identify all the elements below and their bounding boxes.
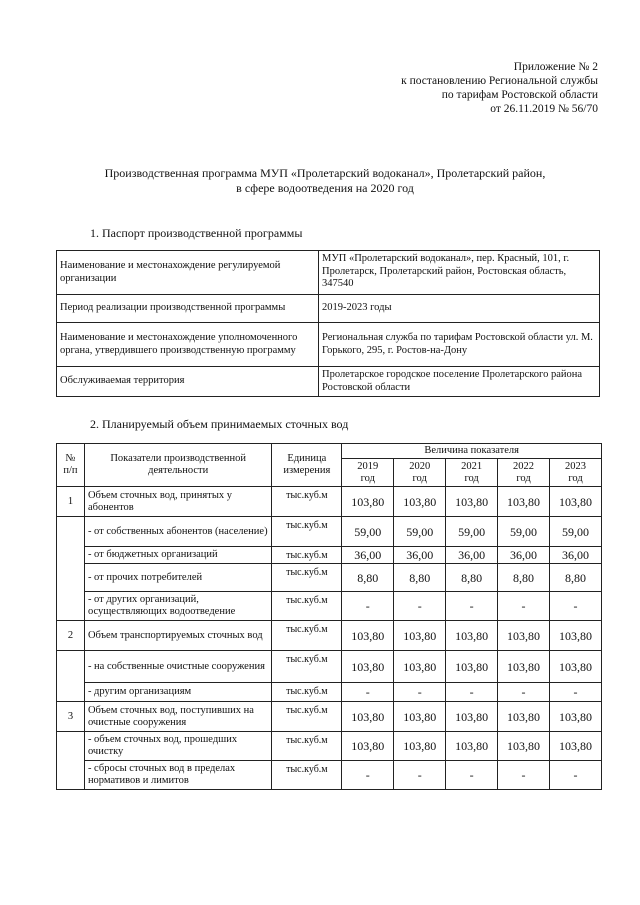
- passport-value: Пролетарское городское поселение Пролетарского района Ростовской области: [319, 367, 600, 397]
- row-value: 103,80: [342, 732, 394, 761]
- row-name: Объем сточных вод, поступивших на очистные сооружения: [84, 702, 271, 732]
- year-label: 2021: [461, 460, 483, 472]
- title-line-2: в сфере водоотведения на 2020 год: [236, 181, 414, 195]
- header-num: № п/п: [57, 444, 85, 487]
- row-value: 59,00: [550, 517, 602, 547]
- year-header: [446, 459, 498, 487]
- year-label: 2020: [409, 460, 431, 472]
- table-row: [57, 761, 602, 790]
- table-row: [57, 621, 602, 651]
- row-name: - объем сточных вод, прошедших очистку: [84, 732, 271, 761]
- year-suffix: год: [568, 472, 583, 484]
- row-value: 103,80: [446, 487, 498, 517]
- passport-row: [57, 251, 600, 295]
- row-value: 103,80: [550, 651, 602, 683]
- row-number: 1: [57, 487, 85, 517]
- row-number: [57, 651, 85, 702]
- row-value: 8,80: [550, 564, 602, 592]
- row-value: -: [498, 761, 550, 790]
- row-value: -: [550, 761, 602, 790]
- row-value: 103,80: [342, 487, 394, 517]
- passport-label: Наименование и местонахождение регулируемой организации: [57, 251, 319, 295]
- section-2-heading: 2. Планируемый объем принимаемых сточных вод: [90, 417, 349, 431]
- row-name: - от других организаций, осуществляющих водоотведение: [84, 592, 271, 621]
- passport-value: МУП «Пролетарский водоканал», пер. Красный, 101, г. Пролетарск, Пролетарский район, Ростовская область, 347540: [319, 251, 600, 295]
- row-value: 59,00: [498, 517, 550, 547]
- year-suffix: год: [464, 472, 479, 484]
- row-unit: тыс.куб.м: [272, 761, 342, 790]
- row-value: 103,80: [446, 702, 498, 732]
- row-unit: тыс.куб.м: [272, 592, 342, 621]
- table-row: [57, 517, 602, 547]
- table-row: [57, 702, 602, 732]
- row-value: 103,80: [446, 651, 498, 683]
- passport-value: 2019-2023 годы: [319, 295, 600, 323]
- year-header: [342, 459, 394, 487]
- row-value: 103,80: [394, 487, 446, 517]
- row-value: 103,80: [342, 621, 394, 651]
- table-row: [57, 732, 602, 761]
- row-value: -: [394, 683, 446, 702]
- row-number: 2: [57, 621, 85, 651]
- header-row: [57, 444, 602, 459]
- row-number: 3: [57, 702, 85, 732]
- row-unit: тыс.куб.м: [272, 651, 342, 683]
- row-value: 8,80: [446, 564, 498, 592]
- row-value: -: [498, 683, 550, 702]
- row-name: - на собственные очистные сооружения: [84, 651, 271, 683]
- row-value: 36,00: [550, 547, 602, 564]
- row-unit: тыс.куб.м: [272, 683, 342, 702]
- header-value-group: Величина показателя: [342, 444, 602, 459]
- row-unit: тыс.куб.м: [272, 517, 342, 547]
- row-value: -: [550, 683, 602, 702]
- row-value: 59,00: [394, 517, 446, 547]
- row-unit: тыс.куб.м: [272, 732, 342, 761]
- row-value: 103,80: [394, 732, 446, 761]
- row-value: 8,80: [394, 564, 446, 592]
- passport-row: [57, 367, 600, 397]
- row-value: 103,80: [498, 651, 550, 683]
- row-value: -: [446, 761, 498, 790]
- row-name: Объем транспортируемых сточных вод: [84, 621, 271, 651]
- appendix-reference: [338, 60, 598, 116]
- table-row: [57, 651, 602, 683]
- document-title: [60, 166, 590, 196]
- row-name: Объем сточных вод, принятых у абонентов: [84, 487, 271, 517]
- year-label: 2019: [357, 460, 379, 472]
- row-value: -: [498, 592, 550, 621]
- header-unit: Единица измерения: [272, 444, 342, 487]
- row-unit: тыс.куб.м: [272, 487, 342, 517]
- row-unit: тыс.куб.м: [272, 564, 342, 592]
- row-value: 103,80: [498, 732, 550, 761]
- year-header: [394, 459, 446, 487]
- year-header: [550, 459, 602, 487]
- row-value: 36,00: [394, 547, 446, 564]
- row-name: - другим организациям: [84, 683, 271, 702]
- passport-label: Период реализации производственной программы: [57, 295, 319, 323]
- row-value: 103,80: [498, 487, 550, 517]
- row-name: - сбросы сточных вод в пределах нормативов и лимитов: [84, 761, 271, 790]
- row-value: 8,80: [498, 564, 550, 592]
- passport-value: Региональная служба по тарифам Ростовской области ул. М. Горького, 295, г. Ростов-на-Дону: [319, 323, 600, 367]
- row-unit: тыс.куб.м: [272, 702, 342, 732]
- row-value: 103,80: [550, 702, 602, 732]
- row-value: 103,80: [446, 732, 498, 761]
- row-value: 103,80: [446, 621, 498, 651]
- row-number: [57, 732, 85, 790]
- row-value: 103,80: [394, 621, 446, 651]
- title-line-1: Производственная программа МУП «Пролетарский водоканал», Пролетарский район,: [104, 166, 546, 180]
- year-suffix: год: [360, 472, 375, 484]
- year-label: 2023: [565, 460, 586, 472]
- row-value: -: [394, 592, 446, 621]
- row-value: 36,00: [342, 547, 394, 564]
- row-value: 103,80: [342, 651, 394, 683]
- row-value: 103,80: [342, 702, 394, 732]
- header-indicator: Показатели производственной деятельности: [84, 444, 271, 487]
- row-name: - от прочих потребителей: [84, 564, 271, 592]
- row-value: 103,80: [550, 732, 602, 761]
- row-value: 36,00: [498, 547, 550, 564]
- appendix-line-1: Приложение № 2: [513, 61, 598, 73]
- row-value: 103,80: [498, 702, 550, 732]
- row-value: -: [394, 761, 446, 790]
- passport-row: [57, 323, 600, 367]
- year-suffix: год: [516, 472, 531, 484]
- volume-table: [56, 443, 602, 790]
- row-value: -: [342, 683, 394, 702]
- row-value: -: [446, 592, 498, 621]
- row-value: -: [550, 592, 602, 621]
- table-row: [57, 564, 602, 592]
- row-unit: тыс.куб.м: [272, 547, 342, 564]
- row-value: 103,80: [498, 621, 550, 651]
- table-row: [57, 592, 602, 621]
- year-header: [498, 459, 550, 487]
- row-value: 103,80: [550, 621, 602, 651]
- appendix-line-2: к постановлению Региональной службы: [401, 75, 598, 87]
- row-unit: тыс.куб.м: [272, 621, 342, 651]
- row-value: 8,80: [342, 564, 394, 592]
- row-value: 59,00: [446, 517, 498, 547]
- passport-label: Обслуживаемая территория: [57, 367, 319, 397]
- passport-table: [56, 250, 600, 397]
- appendix-line-3: по тарифам Ростовской области: [441, 89, 598, 101]
- table-row: [57, 683, 602, 702]
- table-row: [57, 487, 602, 517]
- row-value: 59,00: [342, 517, 394, 547]
- row-value: 36,00: [446, 547, 498, 564]
- row-name: - от собственных абонентов (население): [84, 517, 271, 547]
- row-value: 103,80: [550, 487, 602, 517]
- year-suffix: год: [412, 472, 427, 484]
- passport-label: Наименование и местонахождение уполномоченного органа, утвердившего производственную программу: [57, 323, 319, 367]
- section-1-heading: 1. Паспорт производственной программы: [90, 226, 303, 240]
- row-value: 103,80: [394, 651, 446, 683]
- row-value: -: [342, 592, 394, 621]
- row-value: 103,80: [394, 702, 446, 732]
- row-value: -: [342, 761, 394, 790]
- passport-row: [57, 295, 600, 323]
- row-name: - от бюджетных организаций: [84, 547, 271, 564]
- row-value: -: [446, 683, 498, 702]
- table-row: [57, 547, 602, 564]
- row-number: [57, 517, 85, 621]
- year-label: 2022: [513, 460, 535, 472]
- appendix-line-4: от 26.11.2019 № 56/70: [490, 103, 598, 115]
